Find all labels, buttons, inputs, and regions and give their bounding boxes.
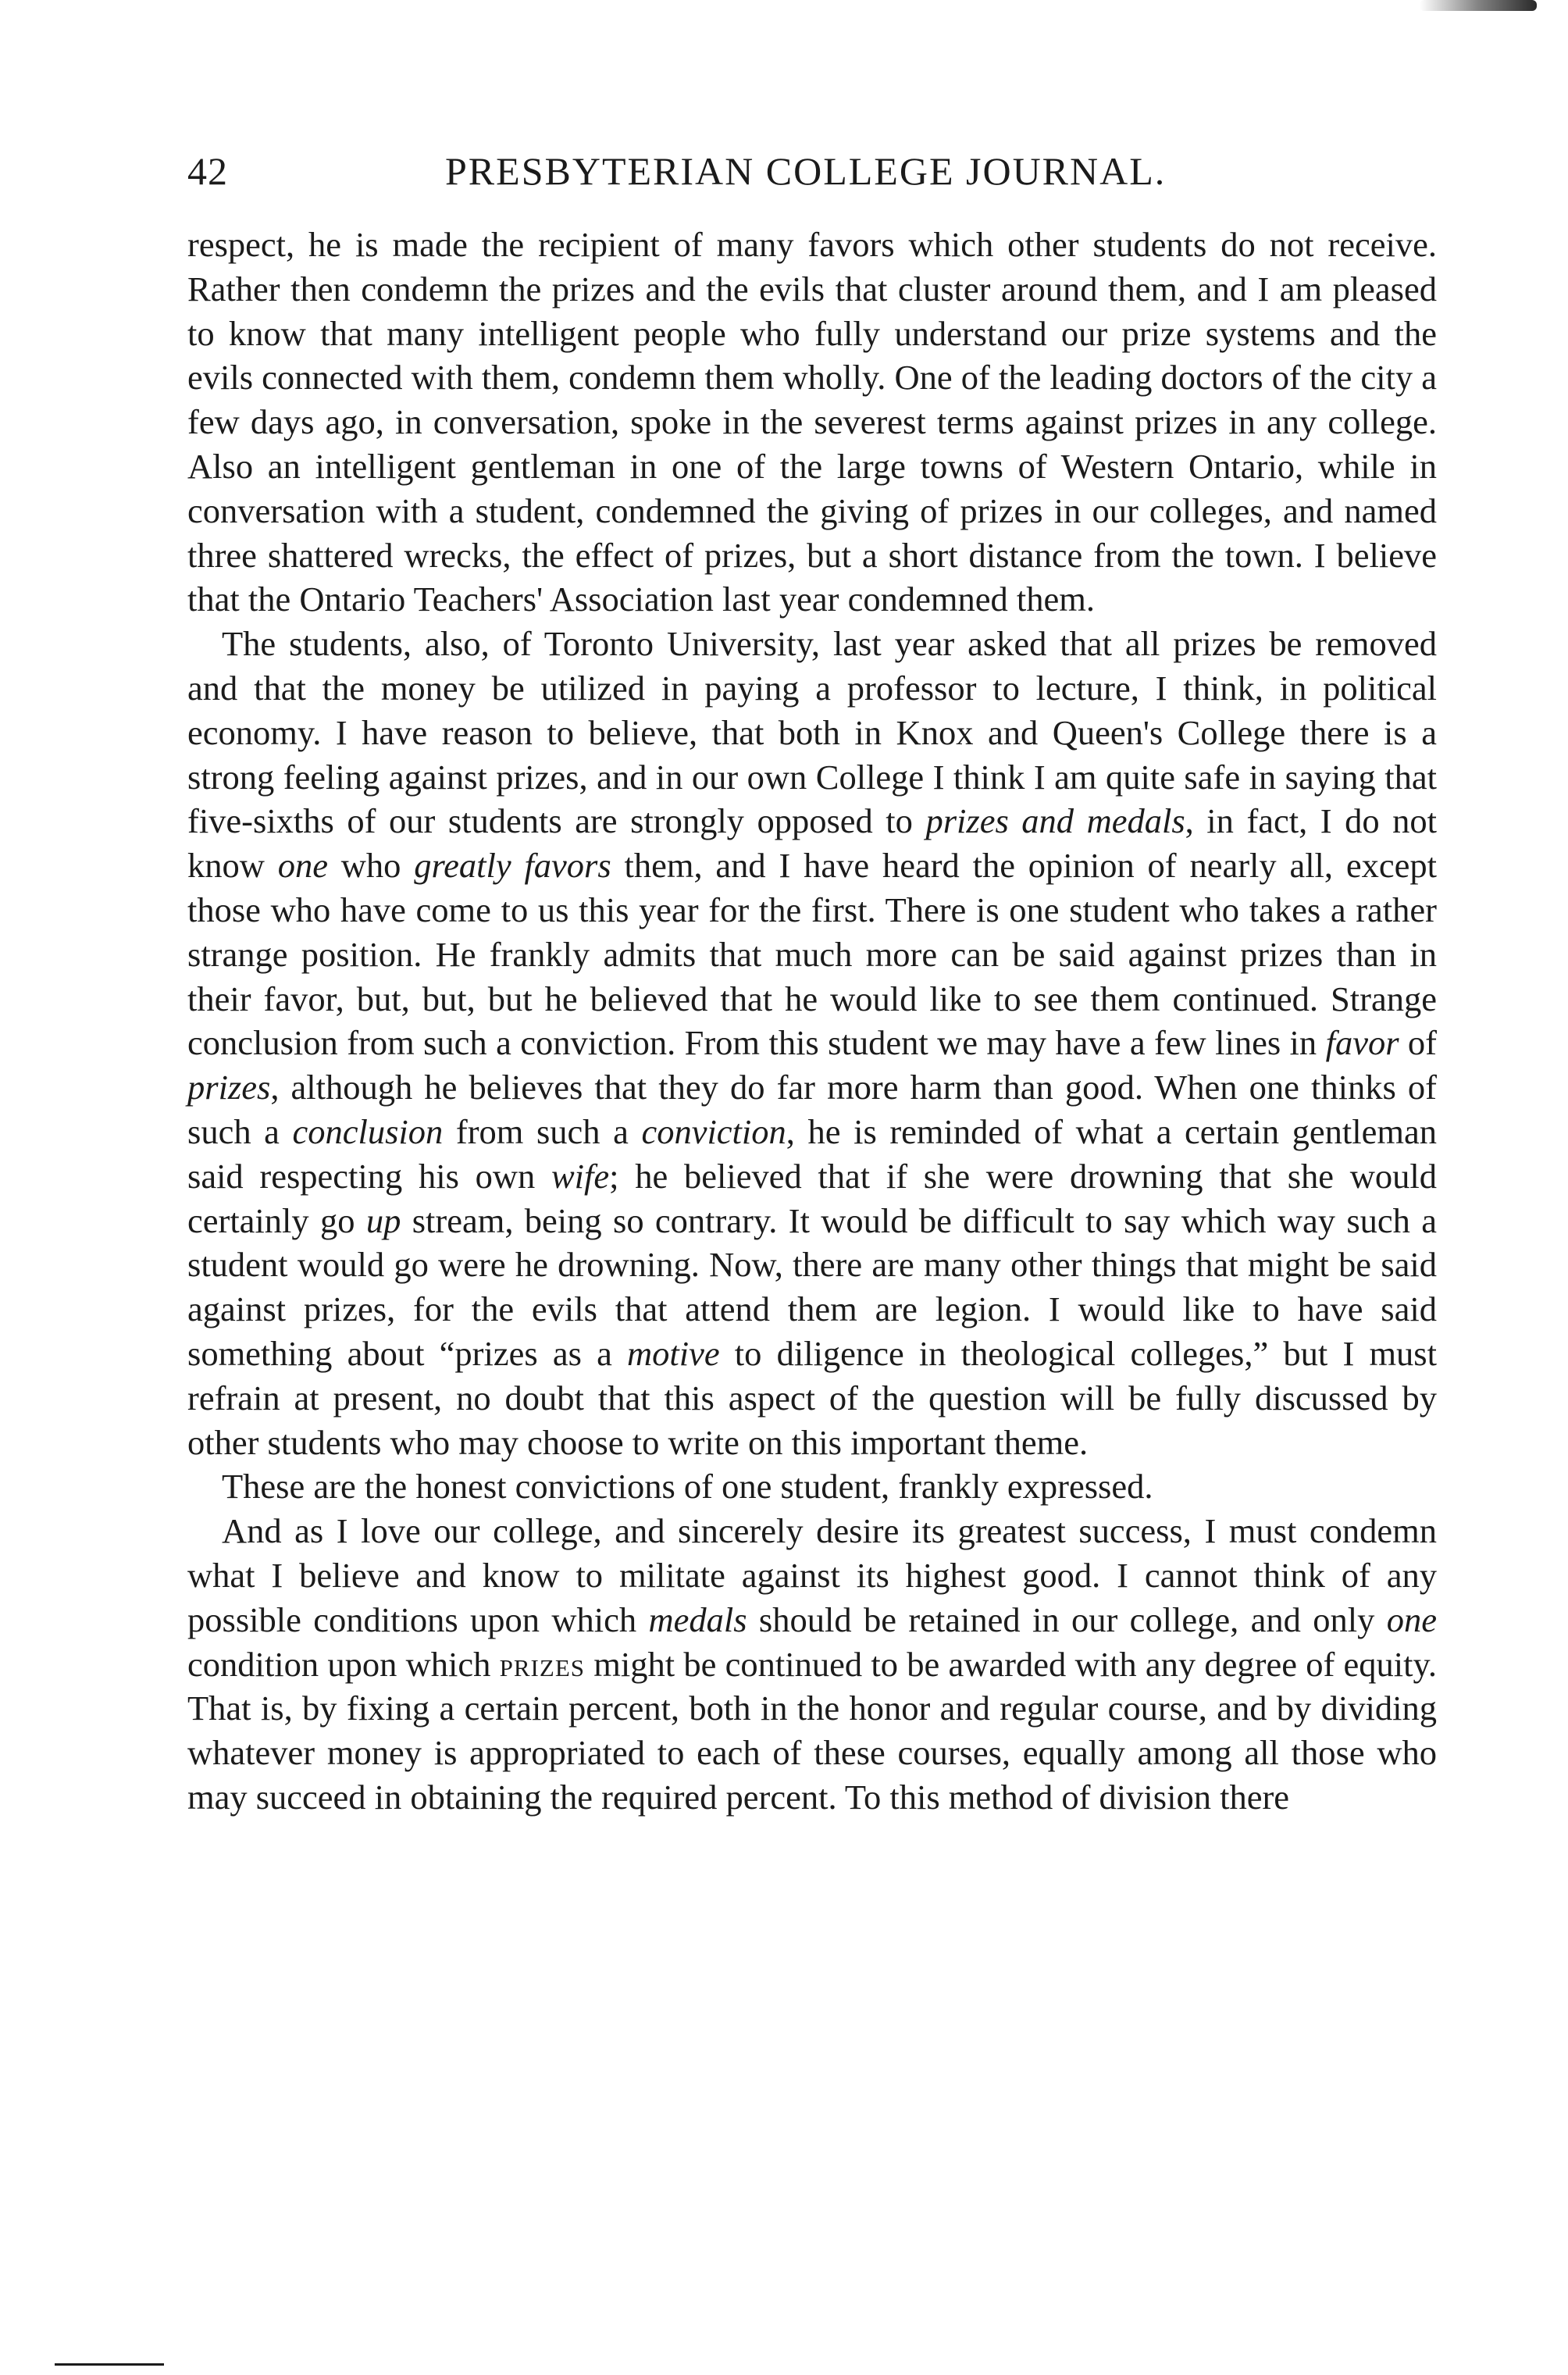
italic-text: greatly favors [414, 846, 611, 886]
paragraph [187, 223, 1437, 622]
italic-text: prizes and medals [925, 801, 1185, 841]
running-title: PRESBYTERIAN COLLEGE JOURNAL. [445, 149, 1167, 193]
page-number: 42 [187, 149, 228, 193]
footer-rule [55, 2363, 164, 2366]
scan-mark [1420, 0, 1537, 11]
page-header [187, 148, 1437, 203]
paragraph-text: , in fact, I do not know [187, 801, 1438, 886]
paragraph-text: might be continued to be awarded with any degree of equity. That is, by fixing a certain percent, both in the honor and regular course, and by dividing whatever money is appropriated to each of these courses, equally among all those who may succeed in obtaining the required percent. To this method of division there [187, 1644, 1437, 1817]
italic-text: one [277, 846, 328, 886]
italic-text: motive [627, 1333, 720, 1373]
paragraph-text: should be retained in our college, and only [747, 1599, 1387, 1639]
paragraph [187, 1464, 1437, 1509]
italic-text: medals [648, 1599, 747, 1639]
paragraph-text: condition upon which [187, 1644, 500, 1684]
italic-text: prizes [187, 1068, 271, 1107]
paragraph [187, 622, 1437, 1464]
paragraph-text: , he is reminded of what a certain gentleman said respecting his own [187, 1111, 1437, 1196]
paragraph-text: And as I love our college, and sincerely desire its greatest success, I must condemn what I believe and know to militate against its highest good. I cannot think of any possible conditions upon which [187, 1511, 1437, 1639]
paragraph-text: ; he believed that if she were drowning that she would certainly go [187, 1156, 1437, 1240]
italic-text: one [1386, 1599, 1437, 1639]
paragraph-text: of [1399, 1023, 1437, 1063]
paragraph-text: respect, he is made the recipient of many favors which other students do not receive. Rather then condemn the prizes and the evils that cluster around them, and I am pleased to know that many intelligent people who fully understand our prize systems and the evils connected with them, condemn them wholly. One of the leading doctors of the city a few days ago, in conversation, spoke in the severest terms against prizes in any college. Also an intelligent gentleman in one of the large towns of Western Ontario, while in conversation with a student, condemned the giving of prizes in our colleges, and named three shattered wrecks, the effect of prizes, but a short distance from the town. I believe that the Ontario Teachers' Association last year condemned them. [187, 225, 1437, 619]
smallcaps-text: prizes [499, 1644, 585, 1684]
paragraph-text: The students, also, of Toronto University, last year asked that all prizes be removed and that the money be utilized in paying a professor to lecture, I think, in political economy. I have reason to believe, that both in Knox and Queen's College there is a strong feeling against prizes, and in our own College I think I am quite safe in saying that five-sixths of our students are strongly opposed to [187, 624, 1437, 841]
italic-text: wife [551, 1156, 610, 1196]
paragraph-text: from such a [443, 1111, 642, 1151]
italic-text: up [365, 1200, 401, 1240]
paragraph-text: who [327, 846, 415, 886]
paragraph [187, 1509, 1437, 1820]
paragraph-text: stream, being so contrary. It would be difficult to say which way such a student would go were he drowning. Now, there are many other things that might be said against prizes, for the evils that attend them are legion. I would like to have said something about “prizes as a [187, 1200, 1437, 1373]
paragraph-text: to diligence in theological colleges,” but I must refrain at present, no doubt that this aspect of the question will be fully discussed by other students who may choose to write on this important theme. [187, 1333, 1437, 1462]
paragraph-text: , although he believes that they do far more harm than good. When one thinks of such a [187, 1068, 1437, 1151]
paragraph-text: them, and I have heard the opinion of nearly all, except those who have come to us this year for the first. There is one student who takes a rather strange position. He frankly admits that much more can be said against prizes than in their favor, but, but, but he believed that he would like to see them continued. Strange conclusion from such a conviction. From this student we may have a few lines in [187, 846, 1437, 1063]
italic-text: conviction [641, 1111, 786, 1151]
italic-text: favor [1325, 1023, 1399, 1063]
article-body [187, 223, 1437, 1820]
italic-text: conclusion [292, 1111, 444, 1151]
paragraph-text: These are the honest convictions of one student, frankly expressed. [222, 1467, 1153, 1507]
